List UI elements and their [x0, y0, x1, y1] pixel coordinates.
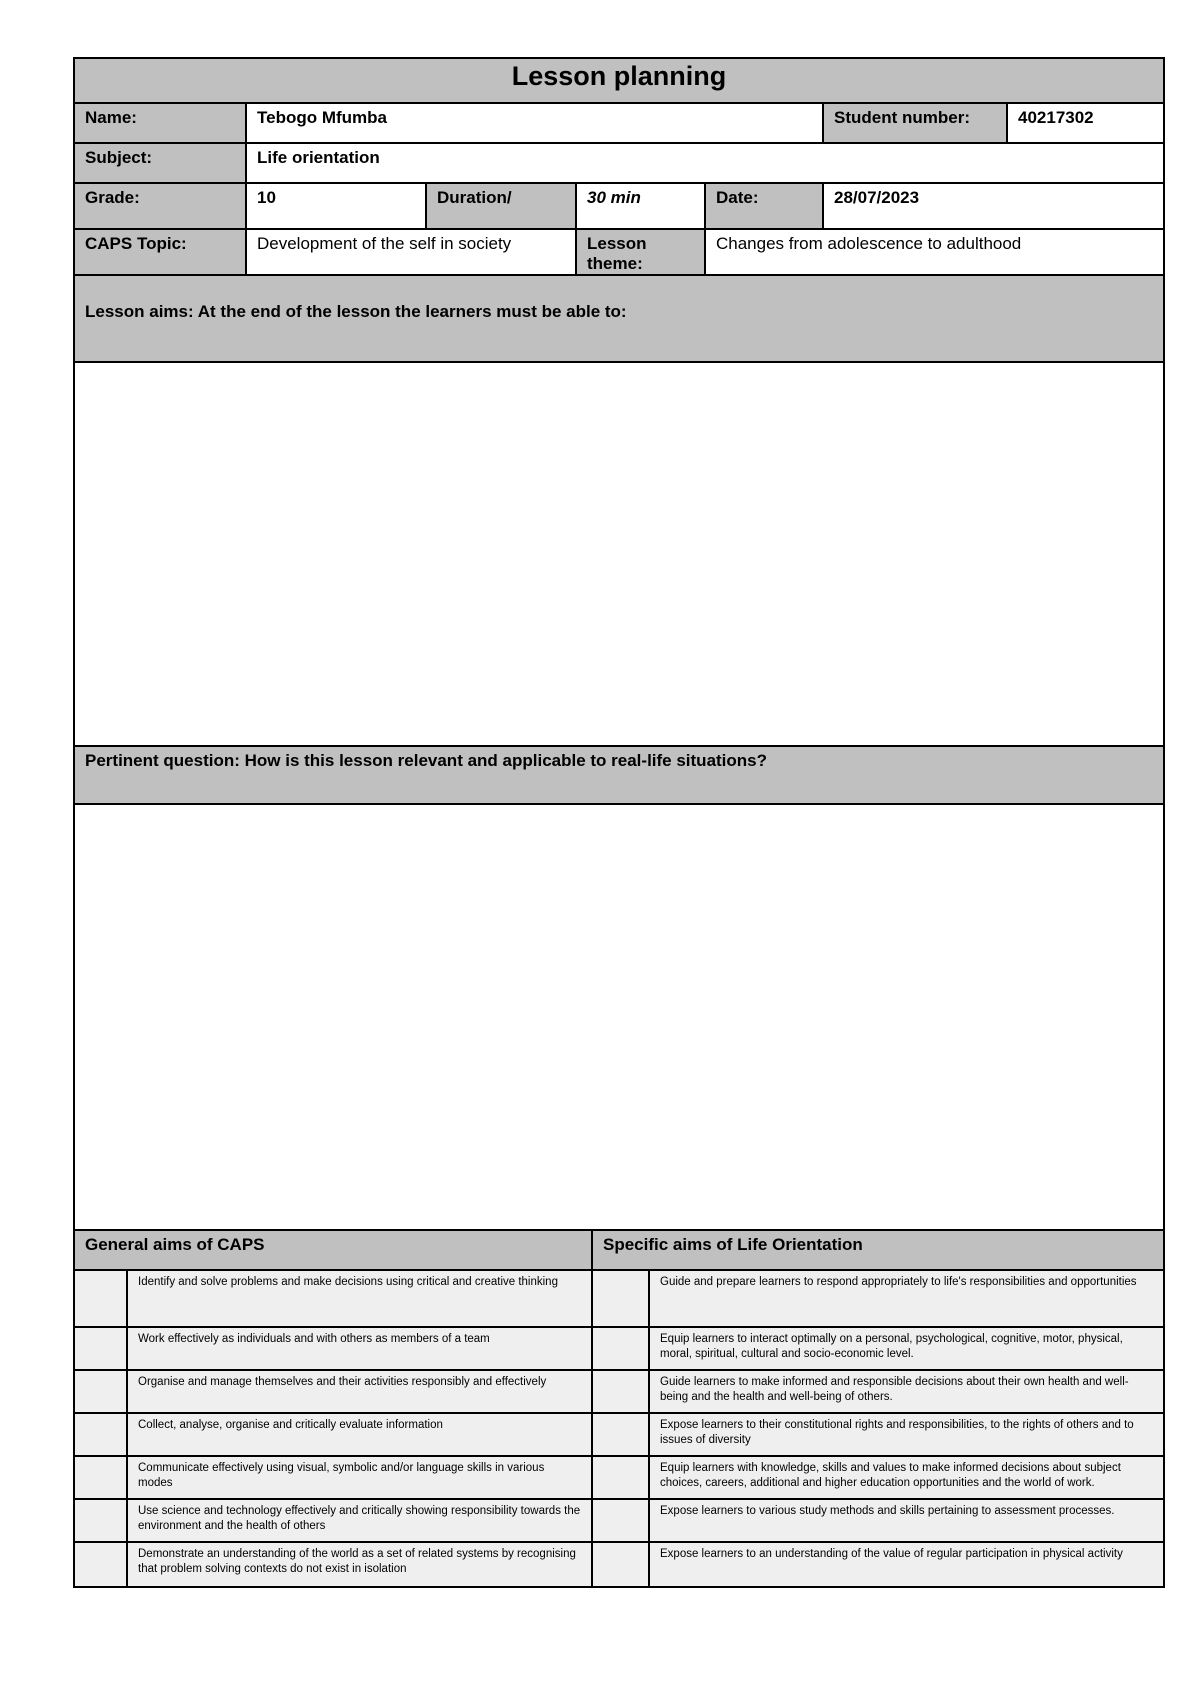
specific-aim-checkbox-cell[interactable] [593, 1457, 650, 1498]
student-number-label: Student number: [824, 104, 1008, 142]
general-aim-text: Use science and technology effectively and critically showing responsibility towards the environment and the health of others [128, 1500, 593, 1541]
aims-row [75, 1457, 1163, 1500]
general-aim-checkbox-cell[interactable] [75, 1500, 128, 1541]
pertinent-question-row [75, 747, 1163, 805]
general-aim-checkbox-cell[interactable] [75, 1271, 128, 1326]
aims-row [75, 1500, 1163, 1543]
specific-aim-checkbox-cell[interactable] [593, 1271, 650, 1326]
specific-aim-text: Guide learners to make informed and responsible decisions about their own health and well-being and the health and well-being of others. [660, 1376, 1129, 1403]
pertinent-answer-area[interactable] [75, 805, 1163, 1231]
subject-row [75, 144, 1163, 184]
specific-aim-checkbox-cell[interactable] [593, 1500, 650, 1541]
lesson-aims-heading: Lesson aims: At the end of the lesson the learners must be able to: [85, 302, 627, 321]
lesson-theme-value[interactable]: Changes from adolescence to adulthood [716, 234, 1022, 253]
general-aim-text: Work effectively as individuals and with others as members of a team [128, 1328, 593, 1369]
name-label: Name: [75, 104, 247, 142]
general-aim-checkbox-cell[interactable] [75, 1371, 128, 1412]
general-aim-text: Demonstrate an understanding of the world as a set of related systems by recognising that problem solving contexts do not exist in isolation [128, 1543, 593, 1586]
aims-header-row [75, 1231, 1163, 1271]
name-row [75, 104, 1163, 144]
general-aim-text: Collect, analyse, organise and critically evaluate information [128, 1414, 593, 1455]
general-aim-checkbox-cell[interactable] [75, 1414, 128, 1455]
specific-aim-checkbox-cell[interactable] [593, 1371, 650, 1412]
specific-aim-text: Expose learners to various study methods and skills pertaining to assessment processes. [660, 1505, 1115, 1517]
general-aim-text: Communicate effectively using visual, symbolic and/or language skills in various modes [128, 1457, 593, 1498]
lesson-aims-area[interactable] [75, 363, 1163, 747]
lesson-plan-form [73, 57, 1165, 1588]
specific-aim-text: Expose learners to an understanding of the value of regular participation in physical activity [660, 1548, 1123, 1560]
grade-row [75, 184, 1163, 230]
date-value[interactable]: 28/07/2023 [834, 188, 920, 207]
grade-label: Grade: [75, 184, 247, 228]
page-title: Lesson planning [511, 61, 727, 91]
specific-aim-text: Equip learners to interact optimally on a personal, psychological, cognitive, motor, physical, moral, spiritual, cultural and socio-economic level. [660, 1333, 1123, 1360]
lesson-aims-heading-row [75, 276, 1163, 363]
general-aim-text: Identify and solve problems and make decisions using critical and creative thinking [128, 1271, 593, 1326]
specific-aim-checkbox-cell[interactable] [593, 1543, 650, 1586]
pertinent-question-heading: Pertinent question: How is this lesson relevant and applicable to real-life situations? [85, 751, 768, 770]
title-row [75, 59, 1163, 104]
general-aim-checkbox-cell[interactable] [75, 1457, 128, 1498]
general-aims-heading: General aims of CAPS [75, 1231, 593, 1269]
student-number-value[interactable]: 40217302 [1018, 108, 1094, 127]
date-label: Date: [706, 184, 824, 228]
subject-value[interactable]: Life orientation [257, 148, 380, 167]
pertinent-answer-input[interactable] [75, 805, 1163, 1229]
general-aim-checkbox-cell[interactable] [75, 1328, 128, 1369]
duration-label: Duration/ [427, 184, 577, 228]
specific-aims-heading: Specific aims of Life Orientation [603, 1235, 863, 1254]
aims-row [75, 1271, 1163, 1328]
subject-label: Subject: [75, 144, 247, 182]
specific-aim-text: Guide and prepare learners to respond appropriately to life's responsibilities and opportunities [660, 1276, 1137, 1288]
aims-row [75, 1543, 1163, 1586]
general-aim-checkbox-cell[interactable] [75, 1543, 128, 1586]
specific-aim-checkbox-cell[interactable] [593, 1414, 650, 1455]
specific-aim-checkbox-cell[interactable] [593, 1328, 650, 1369]
topic-row [75, 230, 1163, 276]
general-aim-text: Organise and manage themselves and their activities responsibly and effectively [128, 1371, 593, 1412]
specific-aim-text: Equip learners with knowledge, skills and values to make informed decisions about subject choices, careers, additional and higher education opportunities and the world of work. [660, 1462, 1121, 1489]
caps-topic-value[interactable]: Development of the self in society [247, 230, 577, 274]
lesson-aims-input[interactable] [75, 363, 1163, 745]
lesson-theme-label: Lesson theme: [577, 230, 706, 274]
name-value[interactable]: Tebogo Mfumba [247, 104, 824, 142]
specific-aim-text: Expose learners to their constitutional rights and responsibilities, to the rights of others and to issues of diversity [660, 1419, 1134, 1446]
aims-table-body [75, 1271, 1163, 1586]
grade-value[interactable]: 10 [247, 184, 427, 228]
aims-row [75, 1328, 1163, 1371]
duration-value[interactable]: 30 min [577, 184, 706, 228]
aims-row [75, 1371, 1163, 1414]
aims-row [75, 1414, 1163, 1457]
caps-topic-label: CAPS Topic: [75, 230, 247, 274]
